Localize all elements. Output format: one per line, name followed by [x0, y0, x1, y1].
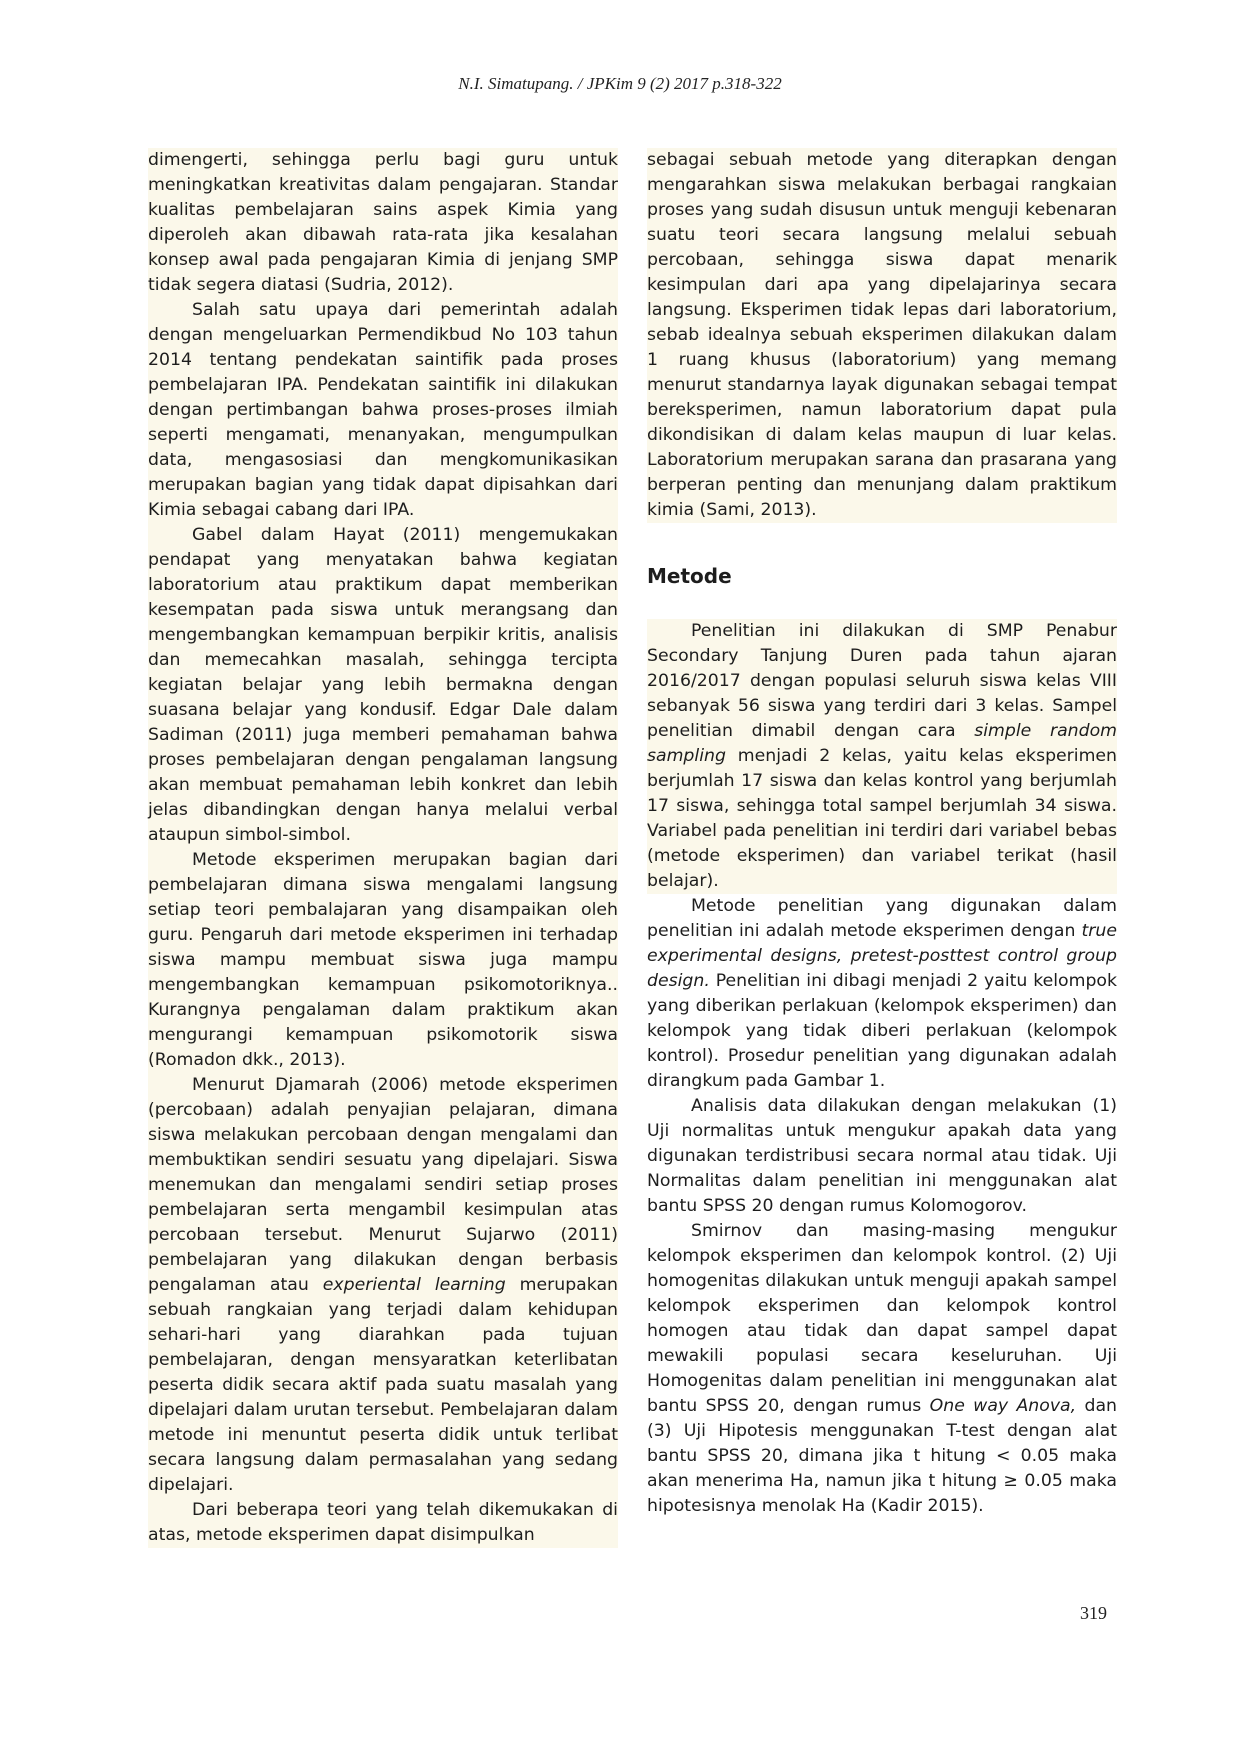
paragraph: [148, 848, 618, 1073]
text-span: Menurut Djamarah (2006) metode eksperimen (percobaan) adalah penyajian pelajaran, dimana siswa melakukan percobaan dengan mengalami dan membuktikan sendiri sesuatu yang dipelajari. Siswa menemukan dan mengalami sendiri setiap proses pembelajaran serta mengambil kesimpulan atas percobaan tersebut. Menurut Sujarwo (2011) pembelajaran yang dilakukan dengan berbasis pengalaman atau: [148, 1075, 618, 1295]
section-heading: Metode: [647, 564, 732, 588]
paragraph: [148, 523, 618, 848]
paragraph: [647, 894, 1117, 1094]
paragraph: [148, 1073, 618, 1498]
text-span: merupakan sebuah rangkaian yang terjadi dalam kehidupan sehari-hari yang diarahkan pada tujuan pembelajaran, dengan mensyaratkan keterlibatan peserta didik secara aktif pada suatu masalah yang dipelajari dalam urutan tersebut. Pembelajaran dalam metode ini menuntut peserta didik untuk terlibat secara langsung dalam permasalahan yang sedang dipelajari.: [148, 1275, 619, 1495]
paragraph: [647, 1094, 1117, 1219]
text-span: sebagai sebuah metode yang diterapkan dengan mengarahkan siswa melakukan berbagai rangkaian proses yang sudah disusun untuk menguji kebenaran suatu teori secara langsung melalui sebuah percobaan, sehingga siswa dapat menarik kesimpulan dari apa yang dipelajarinya secara langsung. Eksperimen tidak lepas dari laboratorium, sebab idealnya sebuah eksperimen dilakukan dalam 1 ruang khusus (laboratorium) yang memang menurut standarnya layak digunakan sebagai tempat bereksperimen, namun laboratorium dapat pula dikondisikan di dalam kelas maupun di luar kelas. Laboratorium merupakan sarana dan prasarana yang berperan penting dan menunjang dalam praktikum kimia (Sami, 2013).: [647, 150, 1117, 520]
text-span: Analisis data dilakukan dengan melakukan (1) Uji normalitas untuk mengukur apakah data yang digunakan terdistribusi secara normal atau tidak. Uji Normalitas dalam penelitian ini menggunakan alat bantu SPSS 20 dengan rumus Kolomogorov.: [647, 1096, 1117, 1216]
paragraph: [647, 1219, 1117, 1519]
text-span: Penelitian ini dilakukan di SMP Penabur Secondary Tanjung Duren pada tahun ajaran 2016/2017 dengan populasi seluruh siswa kelas VIII sebanyak 56 siswa yang terdiri dari 3 kelas. Sampel penelitian dimabil dengan cara: [647, 621, 1117, 741]
text-span: dimengerti, sehingga perlu bagi guru untuk meningkatkan kreativitas dalam pengajaran. Standar kualitas pembelajaran sains aspek Kimia yang diperoleh akan dibawah rata-rata jika kesalahan konsep awal pada pengajaran Kimia di jenjang SMP tidak segera diatasi (Sudria, 2012).: [148, 150, 618, 295]
paragraph: [647, 148, 1117, 523]
italic-text: One way Anova,: [929, 1396, 1077, 1416]
text-span: Penelitian ini dibagi menjadi 2 yaitu kelompok yang diberikan perlakuan (kelompok eksperimen) dan kelompok yang tidak diberi perlakuan (kelompok kontrol). Prosedur penelitian yang digunakan adalah dirangkum pada Gambar 1.: [647, 971, 1117, 1091]
left-column: [148, 148, 618, 1548]
italic-text: simple random sampling: [647, 721, 1117, 766]
italic-text: experiental learning: [322, 1275, 506, 1295]
paragraph: [647, 619, 1117, 894]
text-span: Dari beberapa teori yang telah dikemukakan di atas, metode eksperimen dapat disimpulkan: [148, 1500, 618, 1545]
text-span: Salah satu upaya dari pemerintah adalah dengan mengeluarkan Permendikbud No 103 tahun 2014 tentang pendekatan saintifik pada proses pembelajaran IPA. Pendekatan saintifik ini dilakukan dengan pertimbangan bahwa proses-proses ilmiah seperti mengamati, menanyakan, mengumpulkan data, mengasosiasi dan mengkomunikasikan merupakan bagian yang tidak dapat dipisahkan dari Kimia sebagai cabang dari IPA.: [148, 300, 618, 520]
running-head: N.I. Simatupang. / JPKim 9 (2) 2017 p.318-322: [458, 74, 782, 93]
text-span: Gabel dalam Hayat (2011) mengemukakan pendapat yang menyatakan bahwa kegiatan laboratorium atau praktikum dapat memberikan kesempatan pada siswa untuk merangsang dan mengembangkan kemampuan berpikir kritis, analisis dan memecahkan masalah, sehingga tercipta kegiatan belajar yang lebih bermakna dengan suasana belajar yang kondusif. Edgar Dale dalam Sadiman (2011) juga memberi pemahaman bahwa proses pembelajaran dengan pengalaman langsung akan membuat pemahaman lebih konkret dan lebih jelas dibandingkan dengan hanya melalui verbal ataupun simbol-simbol.: [148, 525, 618, 845]
paragraph: [148, 148, 618, 298]
right-column: [647, 148, 1117, 1519]
page-number: 319: [1080, 1603, 1107, 1623]
paragraph: [148, 1498, 618, 1548]
text-span: menjadi 2 kelas, yaitu kelas eksperimen berjumlah 17 siswa dan kelas kontrol yang berjumlah 17 siswa, sehingga total sampel berjumlah 34 siswa. Variabel pada penelitian ini terdiri dari variabel bebas (metode eksperimen) dan variabel terikat (hasil belajar).: [647, 746, 1117, 891]
italic-text: true experimental designs, pretest-posttest control group design.: [647, 921, 1117, 991]
text-span: dan (3) Uji Hipotesis menggunakan T-test dengan alat bantu SPSS 20, dimana jika t hitung < 0.05 maka akan menerima Ha, namun jika t hitung ≥ 0.05 maka hipotesisnya menolak Ha (Kadir 2015).: [647, 1396, 1117, 1516]
text-span: Metode eksperimen merupakan bagian dari pembelajaran dimana siswa mengalami langsung setiap teori pembalajaran yang disampaikan oleh guru. Pengaruh dari metode eksperimen ini terhadap siswa mampu membuat siswa juga mampu mengembangkan kemampuan psikomotoriknya.. Kurangnya pengalaman dalam praktikum akan mengurangi kemampuan psikomotorik siswa (Romadon dkk., 2013).: [148, 850, 618, 1070]
paragraph: [148, 298, 618, 523]
text-span: Metode penelitian yang digunakan dalam penelitian ini adalah metode eksperimen dengan: [647, 896, 1117, 941]
text-span: Smirnov dan masing-masing mengukur kelompok eksperimen dan kelompok kontrol. (2) Uji homogenitas dilakukan untuk menguji apakah sampel kelompok eksperimen dan kelompok kontrol homogen atau tidak dan dapat sampel dapat mewakili populasi secara keseluruhan. Uji Homogenitas dalam penelitian ini menggunakan alat bantu SPSS 20, dengan rumus: [647, 1221, 1117, 1416]
